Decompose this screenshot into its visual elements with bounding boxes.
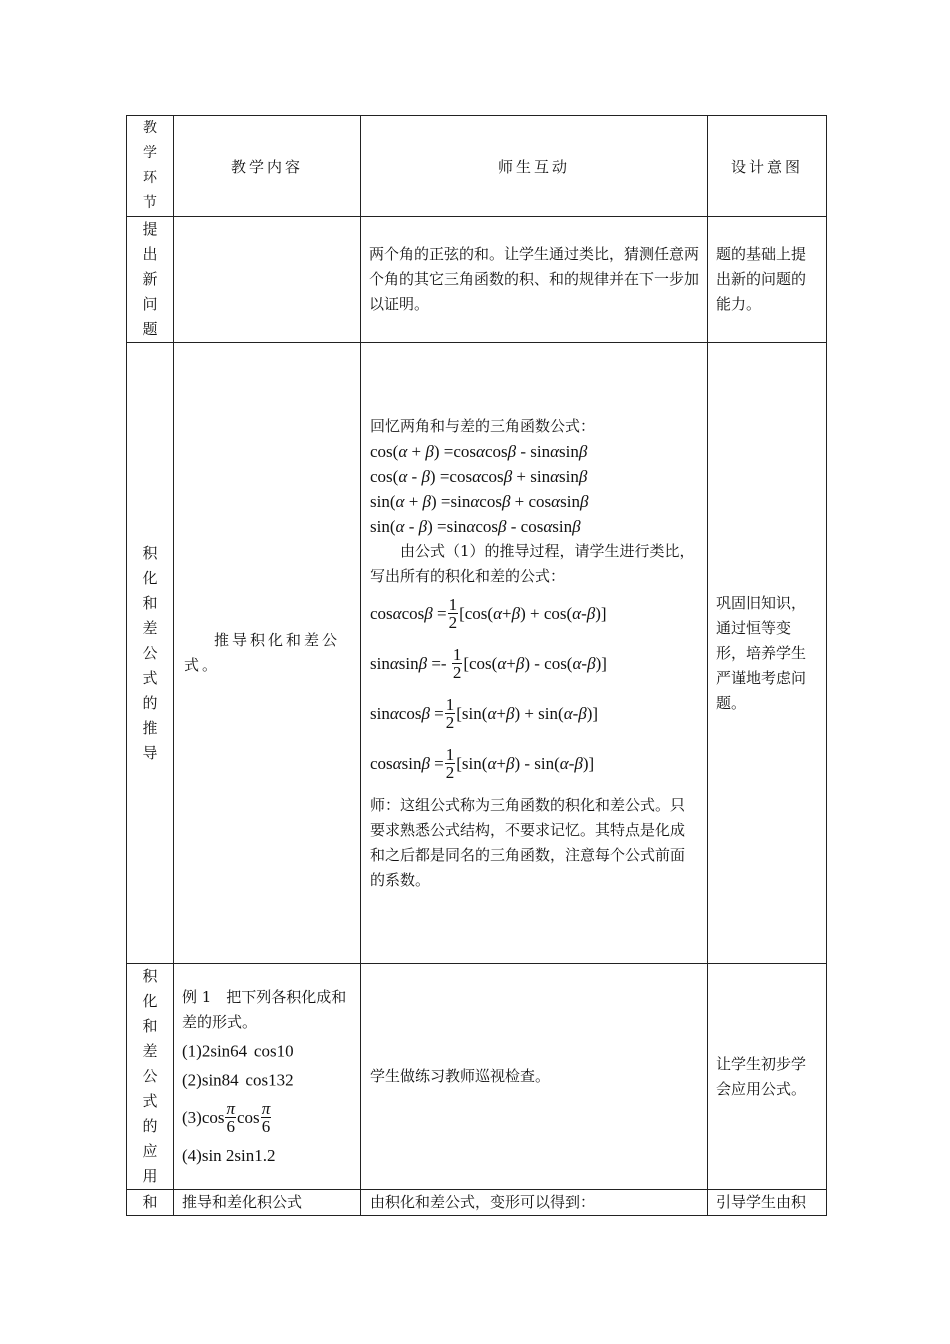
- header-stage: 教学环节: [143, 120, 157, 211]
- header-row: [127, 116, 827, 217]
- formula-sin-cos: sin α cos β = $\frac{1}{2}$ [sin( α + β ) + sin( α - β )]: [370, 695, 599, 732]
- stage-application: 积化和差公式的应用: [142, 967, 158, 1185]
- header-interaction: 师生互动: [361, 116, 708, 217]
- formula-sin-diff: sin(α - β) =sinαcosβ - cosαsinβ: [370, 516, 581, 536]
- example-item-2: (2)sin84 cos132: [182, 1070, 294, 1090]
- example-item-1: (1)2sin64 cos10: [182, 1042, 294, 1061]
- teacher-note: 师：这组公式称为三角函数的积化和差公式。只要求熟悉公式结构，不要求记忆。其特点是化成和之后都是同名的三角函数，注意每个公式前面的系数。: [370, 795, 686, 889]
- interaction-sum-to-product: 由积化和差公式，变形可以得到：: [370, 1193, 596, 1211]
- formula-cos-sin: cos α sin β = $\frac{1}{2}$ [sin( α + β ) - sin( α - β )]: [370, 745, 595, 782]
- header-content: 教学内容: [174, 116, 361, 217]
- formula-cos-cos: cos α cos β = $\frac{1}{2}$ [cos( α + β ) + cos( α - β )]: [370, 595, 607, 632]
- row-new-problem: [127, 217, 827, 343]
- derive-instruction: 由公式（1）的推导过程，请学生进行类比，写出所有的积化和差的公式：: [370, 541, 695, 585]
- lesson-plan-table: [126, 115, 827, 1216]
- recall-label: 回忆两角和与差的三角函数公式：: [370, 416, 596, 435]
- stage-sum-to-product: 和: [142, 1193, 158, 1211]
- interaction-new-problem: 两个角的正弦的和。让学生通过类比，猜测任意两个角的其它三角函数的积、和的规律并在下一步加以证明。: [369, 245, 700, 313]
- intent-derivation: 巩固旧知识，通过恒等变形，培养学生严谨地考虑问题。: [716, 593, 807, 712]
- row-derivation: [127, 343, 827, 964]
- row-application: [127, 964, 827, 1190]
- example-item-3: (3)cos $\frac{\pi}{6}$ cos $\frac{\pi}{6}$: [182, 1099, 271, 1137]
- content-new-problem: [174, 217, 361, 343]
- header-intent: 设计意图: [708, 116, 827, 217]
- formula-sin-sum: sin(α + β) =sinαcosβ + cosαsinβ: [370, 491, 589, 511]
- formula-sin-sin: sin α sin β =- $\frac{1}{2}$ [cos( α + β ) - cos( α - β )]: [370, 645, 607, 682]
- stage-derivation: 积化和差公式的推导: [142, 543, 158, 762]
- interaction-application: 学生做练习教师巡视检查。: [370, 1067, 551, 1085]
- intent-new-problem: 题的基础上提出新的问题的能力。: [716, 245, 807, 313]
- formula-cos-diff: cos(α - β) =cosαcosβ + sinαsinβ: [370, 466, 588, 486]
- example-title: 例 1 把下列各积化成和差的形式。: [182, 988, 347, 1032]
- formula-cos-sum: cos(α + β) =cosαcosβ - sinαsinβ: [370, 441, 588, 461]
- row-sum-to-product: [127, 1190, 827, 1216]
- content-sum-to-product: 推导和差化积公式: [182, 1193, 303, 1211]
- intent-sum-to-product: 引导学生由积: [716, 1193, 807, 1211]
- intent-application: 让学生初步学会应用公式。: [716, 1054, 807, 1098]
- example-item-4: (4)sin 2sin1.2: [182, 1145, 276, 1165]
- content-derivation: 推导积化和差公式。: [184, 631, 341, 674]
- stage-new-problem: 提出新问题: [142, 220, 158, 338]
